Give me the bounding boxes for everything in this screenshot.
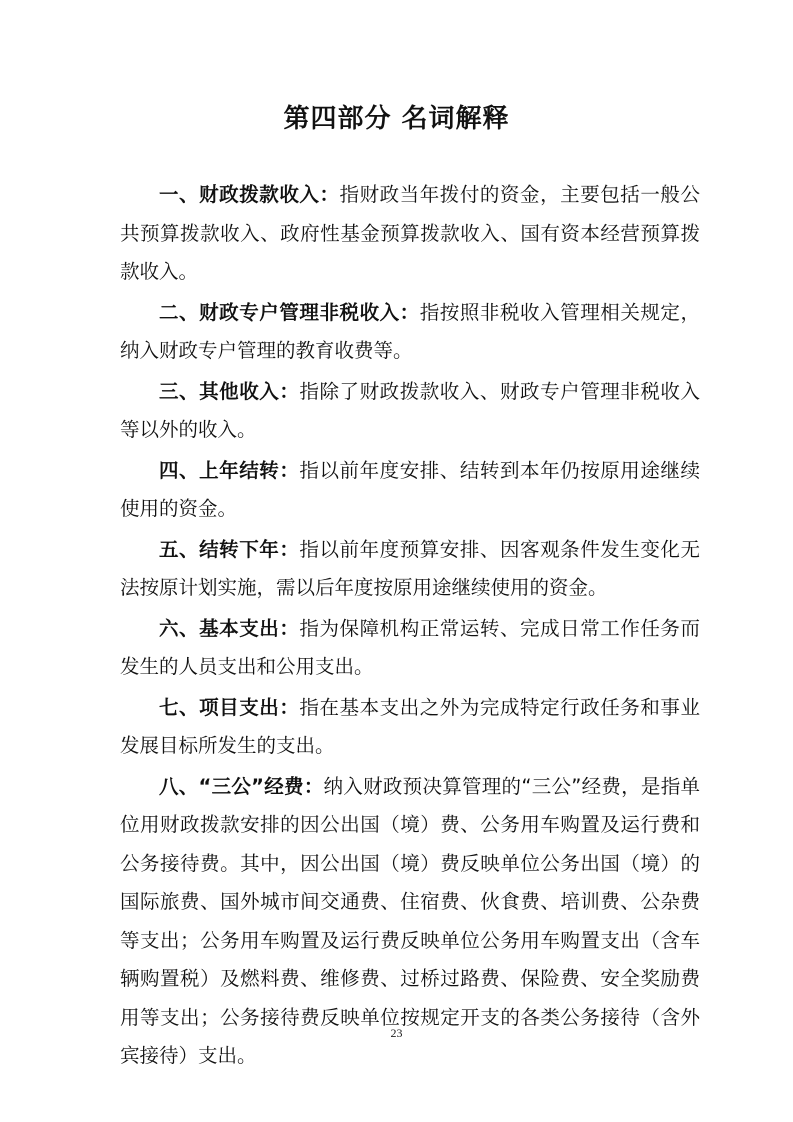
definition-term: 一、财政拨款收入：	[159, 183, 340, 206]
definition-text: 指财政当年拨付的资金，主要包括一般公共预算拨款收入、政府性基金预算拨款收入、国有资本经营预算拨款收入。	[120, 183, 700, 283]
definition-text: 指在基本支出之外为完成特定行政任务和事业发展目标所发生的支出。	[120, 695, 700, 757]
definition-entry	[120, 531, 700, 608]
definition-term: 六、基本支出：	[159, 616, 300, 640]
page-number: 23	[390, 1026, 403, 1040]
definition-entry	[120, 294, 700, 371]
definition-term: 八、“三公”经费：	[159, 774, 324, 798]
page-title: 第四部分 名词解释	[283, 104, 510, 134]
definition-term: 二、财政专户管理非税收入：	[159, 300, 420, 324]
definition-term: 七、项目支出：	[159, 695, 300, 719]
definition-term: 三、其他收入：	[159, 379, 300, 403]
definition-text: 指为保障机构正常运转、完成日常工作任务而发生的人员支出和公用支出。	[120, 616, 700, 678]
definition-entry	[120, 452, 700, 529]
definitions-list	[120, 176, 700, 1078]
definition-text: 指以前年度预算安排、因客观条件发生变化无法按原计划实施，需以后年度按原用途继续使用的资金。	[120, 537, 700, 599]
definition-text: 指除了财政拨款收入、财政专户管理非税收入等以外的收入。	[120, 379, 700, 441]
definition-entry	[120, 689, 700, 766]
definition-text: 指按照非税收入管理相关规定，纳入财政专户管理的教育收费等。	[120, 300, 700, 362]
definition-text: 纳入财政预决算管理的“三公”经费，是指单位用财政拨款安排的因公出国（境）费、公务用车购置及运行费和公务接待费。其中，因公出国（境）费反映单位公务出国（境）的国际旅费、国外城市间交通费、住宿费、伙食费、培训费、公杂费等支出；公务用车购置及运行费反映单位公务用车购置支出（含车辆购置税）及燃料费、维修费、过桥过路费、保险费、安全奖励费用等支出；公务接待费反映单位按规定开支的各类公务接待（含外宾接待）支出。	[120, 774, 700, 1067]
definition-entry	[120, 373, 700, 450]
definition-text: 指以前年度安排、结转到本年仍按原用途继续使用的资金。	[120, 458, 700, 520]
definition-term: 四、上年结转：	[159, 458, 300, 482]
definition-entry	[120, 176, 700, 292]
definition-entry	[120, 610, 700, 687]
definition-term: 五、结转下年：	[159, 537, 300, 561]
